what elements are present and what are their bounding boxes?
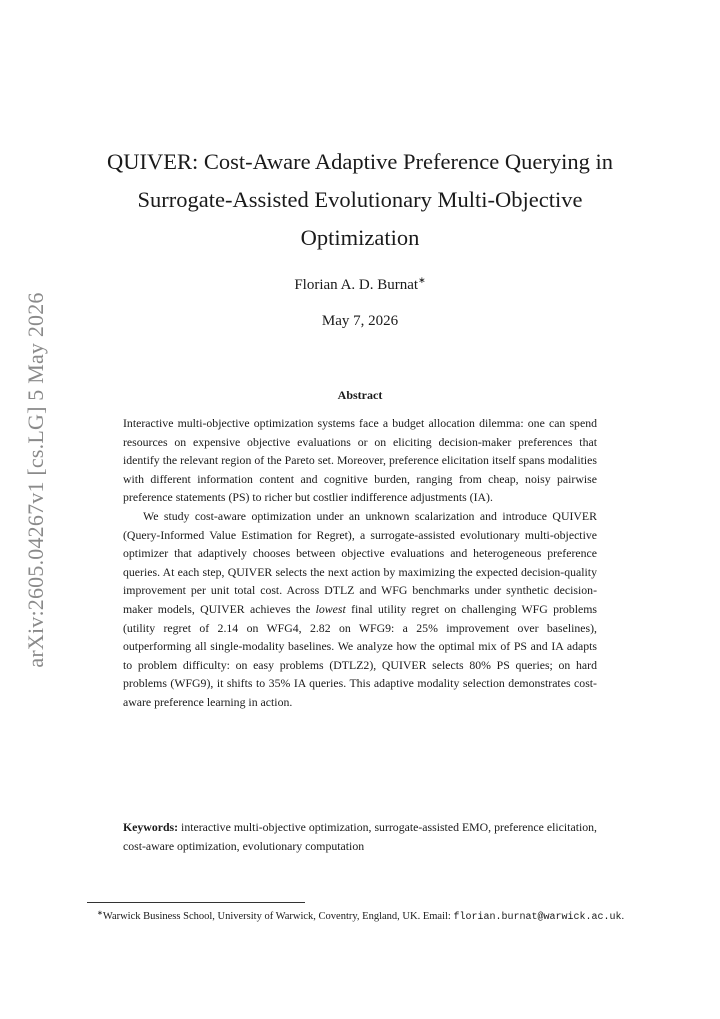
abstract-heading: Abstract: [337, 388, 383, 402]
footnote-end: .: [621, 911, 625, 922]
footnote: [87, 906, 633, 925]
keywords: [123, 818, 597, 855]
abstract-p2-end: final utility regret on challenging WFG problems (utility regret of 2.14 on WFG4, 2.82 on WFG9: a 25% improvement over baselines), outperforming all single-modality baselines. We analyze how the optimal mix of PS and IA adapts to problem difficulty: on easy problems (DTLZ2), QUIVER selects 80% PS queries; on hard problems (WFG9), it shifts to 35% IA queries. This adaptive modality selection demonstrates cost-aware preference learning in action.: [123, 601, 597, 709]
arxiv-sidebar: [14, 292, 58, 668]
abstract-paragraph-1: Interactive multi-objective optimization systems face a budget allocation dilemma: one can spend resources on expensive objective evaluations or on eliciting decision-maker preferences that identify the relevant region of the Pareto set. Moreover, preference elicitation itself spans modalities with different information content and cognitive burden, ranging from cheap, noisy pairwise preference statements (PS) to richer but costlier indifference adjustments (IA).: [123, 416, 597, 505]
abstract-paragraph-2: [123, 507, 597, 712]
footnote-mark: ∗: [97, 909, 103, 917]
author-line: [80, 275, 640, 294]
author-footnote-mark[interactable]: ∗: [418, 275, 426, 285]
abstract-body: [123, 414, 597, 712]
paper-date: May 7, 2026: [321, 313, 399, 329]
author-email[interactable]: florian.burnat@warwick.ac.uk: [453, 912, 622, 923]
paper-title: QUIVER: Cost-Aware Adaptive Preference Querying in Surrogate-Assisted Evolutionary Multi-Objective Optimization: [107, 149, 613, 250]
keywords-text: interactive multi-objective optimization, surrogate-assisted EMO, preference elicitation, cost-aware optimization, evolutionary computation: [123, 820, 597, 853]
author-name: Florian A. D. Burnat: [294, 277, 419, 293]
abstract-p2-start: We study cost-aware optimization under an unknown scalarization and introduce QUIVER (Query-Informed Value Estimation for Regret), a surrogate-assisted evolutionary multi-objective optimizer that adaptively chooses between objective evaluations and heterogeneous preference queries. At each step, QUIVER selects the next action by maximizing the expected decision-quality improvement per unit total cost. Across DTLZ and WFG benchmarks under synthetic decision-maker models, QUIVER achieves the: [123, 508, 597, 616]
keywords-label: Keywords:: [123, 820, 179, 834]
footnote-affiliation: Warwick Business School, University of Warwick, Coventry, England, UK. Email:: [102, 911, 454, 922]
footnote-rule: [87, 902, 305, 903]
abstract-p2-emphasis: lowest: [315, 601, 346, 616]
arxiv-identifier: arXiv:2605.04267v1 [cs.LG] 5 May 2026: [23, 292, 48, 668]
